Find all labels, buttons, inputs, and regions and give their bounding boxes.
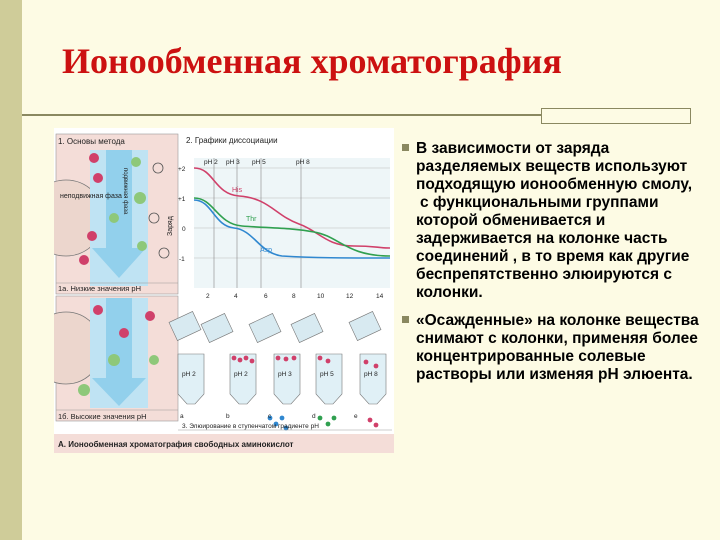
tube-ph-a: pH 2 [182, 371, 196, 378]
chromatography-figure [54, 128, 394, 453]
panel2-title: 2. Графики диссоциации [186, 136, 278, 145]
y-axis-label: Заряд [167, 216, 174, 236]
x-tick-6: 12 [346, 293, 354, 300]
thr-label: Thr [246, 216, 257, 223]
bullet-marker [402, 316, 409, 323]
y-tick-1: +2 [178, 166, 186, 173]
bullet-item [402, 140, 712, 194]
tube-letter-b: b [226, 413, 230, 420]
x-tick-1: 2 [206, 293, 210, 300]
bullet-continuation [402, 194, 712, 302]
panel1a-title: 1а. Низкие значения рН [58, 284, 142, 293]
x-tick-7: 14 [376, 293, 384, 300]
figure-caption: А. Ионообменная хроматография свободных аминокислот [58, 440, 294, 449]
x-tick-5: 10 [317, 293, 325, 300]
slide-title: Ионообменная хроматография [62, 41, 562, 81]
continuation-text: с функциональными группами которой обменивается и задерживается на колонке часть соединений , в то время как другие беспрепятственно элюируются с колонки. [416, 194, 690, 301]
stationary-label: неподвижная фаза [60, 193, 122, 200]
ph-marker-4: рН 8 [296, 159, 310, 166]
panel1-title: 1. Основы метода [58, 137, 125, 146]
bullet-text: «Осажденные» на колонке вещества снимают с колонки, применяя более концентрированные солевые растворы или изменяя рН элюента. [416, 312, 699, 383]
tube-ph-b: pH 2 [234, 371, 248, 378]
x-tick-4: 8 [292, 293, 296, 300]
bullet-list [402, 140, 712, 384]
bullet-text: В зависимости от заряда разделяемых веществ используют подходящую ионообменную смолу, [416, 140, 693, 193]
bullet-item [402, 312, 712, 384]
asp-label: Asp [260, 247, 273, 254]
tube-letter-d: d [312, 413, 316, 420]
panel1b-title: 1б. Высокие значения рН [58, 412, 147, 421]
tube-letter-e: e [354, 413, 358, 420]
tube-letter-c: c [268, 413, 272, 420]
y-tick-3: 0 [182, 226, 186, 233]
x-tick-2: 4 [234, 293, 238, 300]
y-tick-4: -1 [179, 256, 185, 263]
tube-ph-d: pH 5 [320, 371, 334, 378]
his-label: His [232, 187, 243, 194]
panel3-title: 3. Элюирование в ступенчатом градиенте рН [182, 423, 319, 430]
tube-letter-a: a [180, 413, 184, 420]
y-tick-2: +1 [178, 196, 186, 203]
tube-ph-c: pH 3 [278, 371, 292, 378]
x-tick-3: 6 [264, 293, 268, 300]
ph-marker-2: рН 3 [226, 159, 240, 166]
ph-marker-1: рН 2 [204, 159, 218, 166]
title-divider [22, 114, 542, 116]
ph-marker-3: рН 5 [252, 159, 266, 166]
tube-ph-e: pH 8 [364, 371, 378, 378]
bullet-marker [402, 144, 409, 151]
mobile-label: подвижная фаза [122, 168, 128, 215]
left-accent-bar [0, 0, 22, 540]
divider-box [541, 108, 691, 124]
